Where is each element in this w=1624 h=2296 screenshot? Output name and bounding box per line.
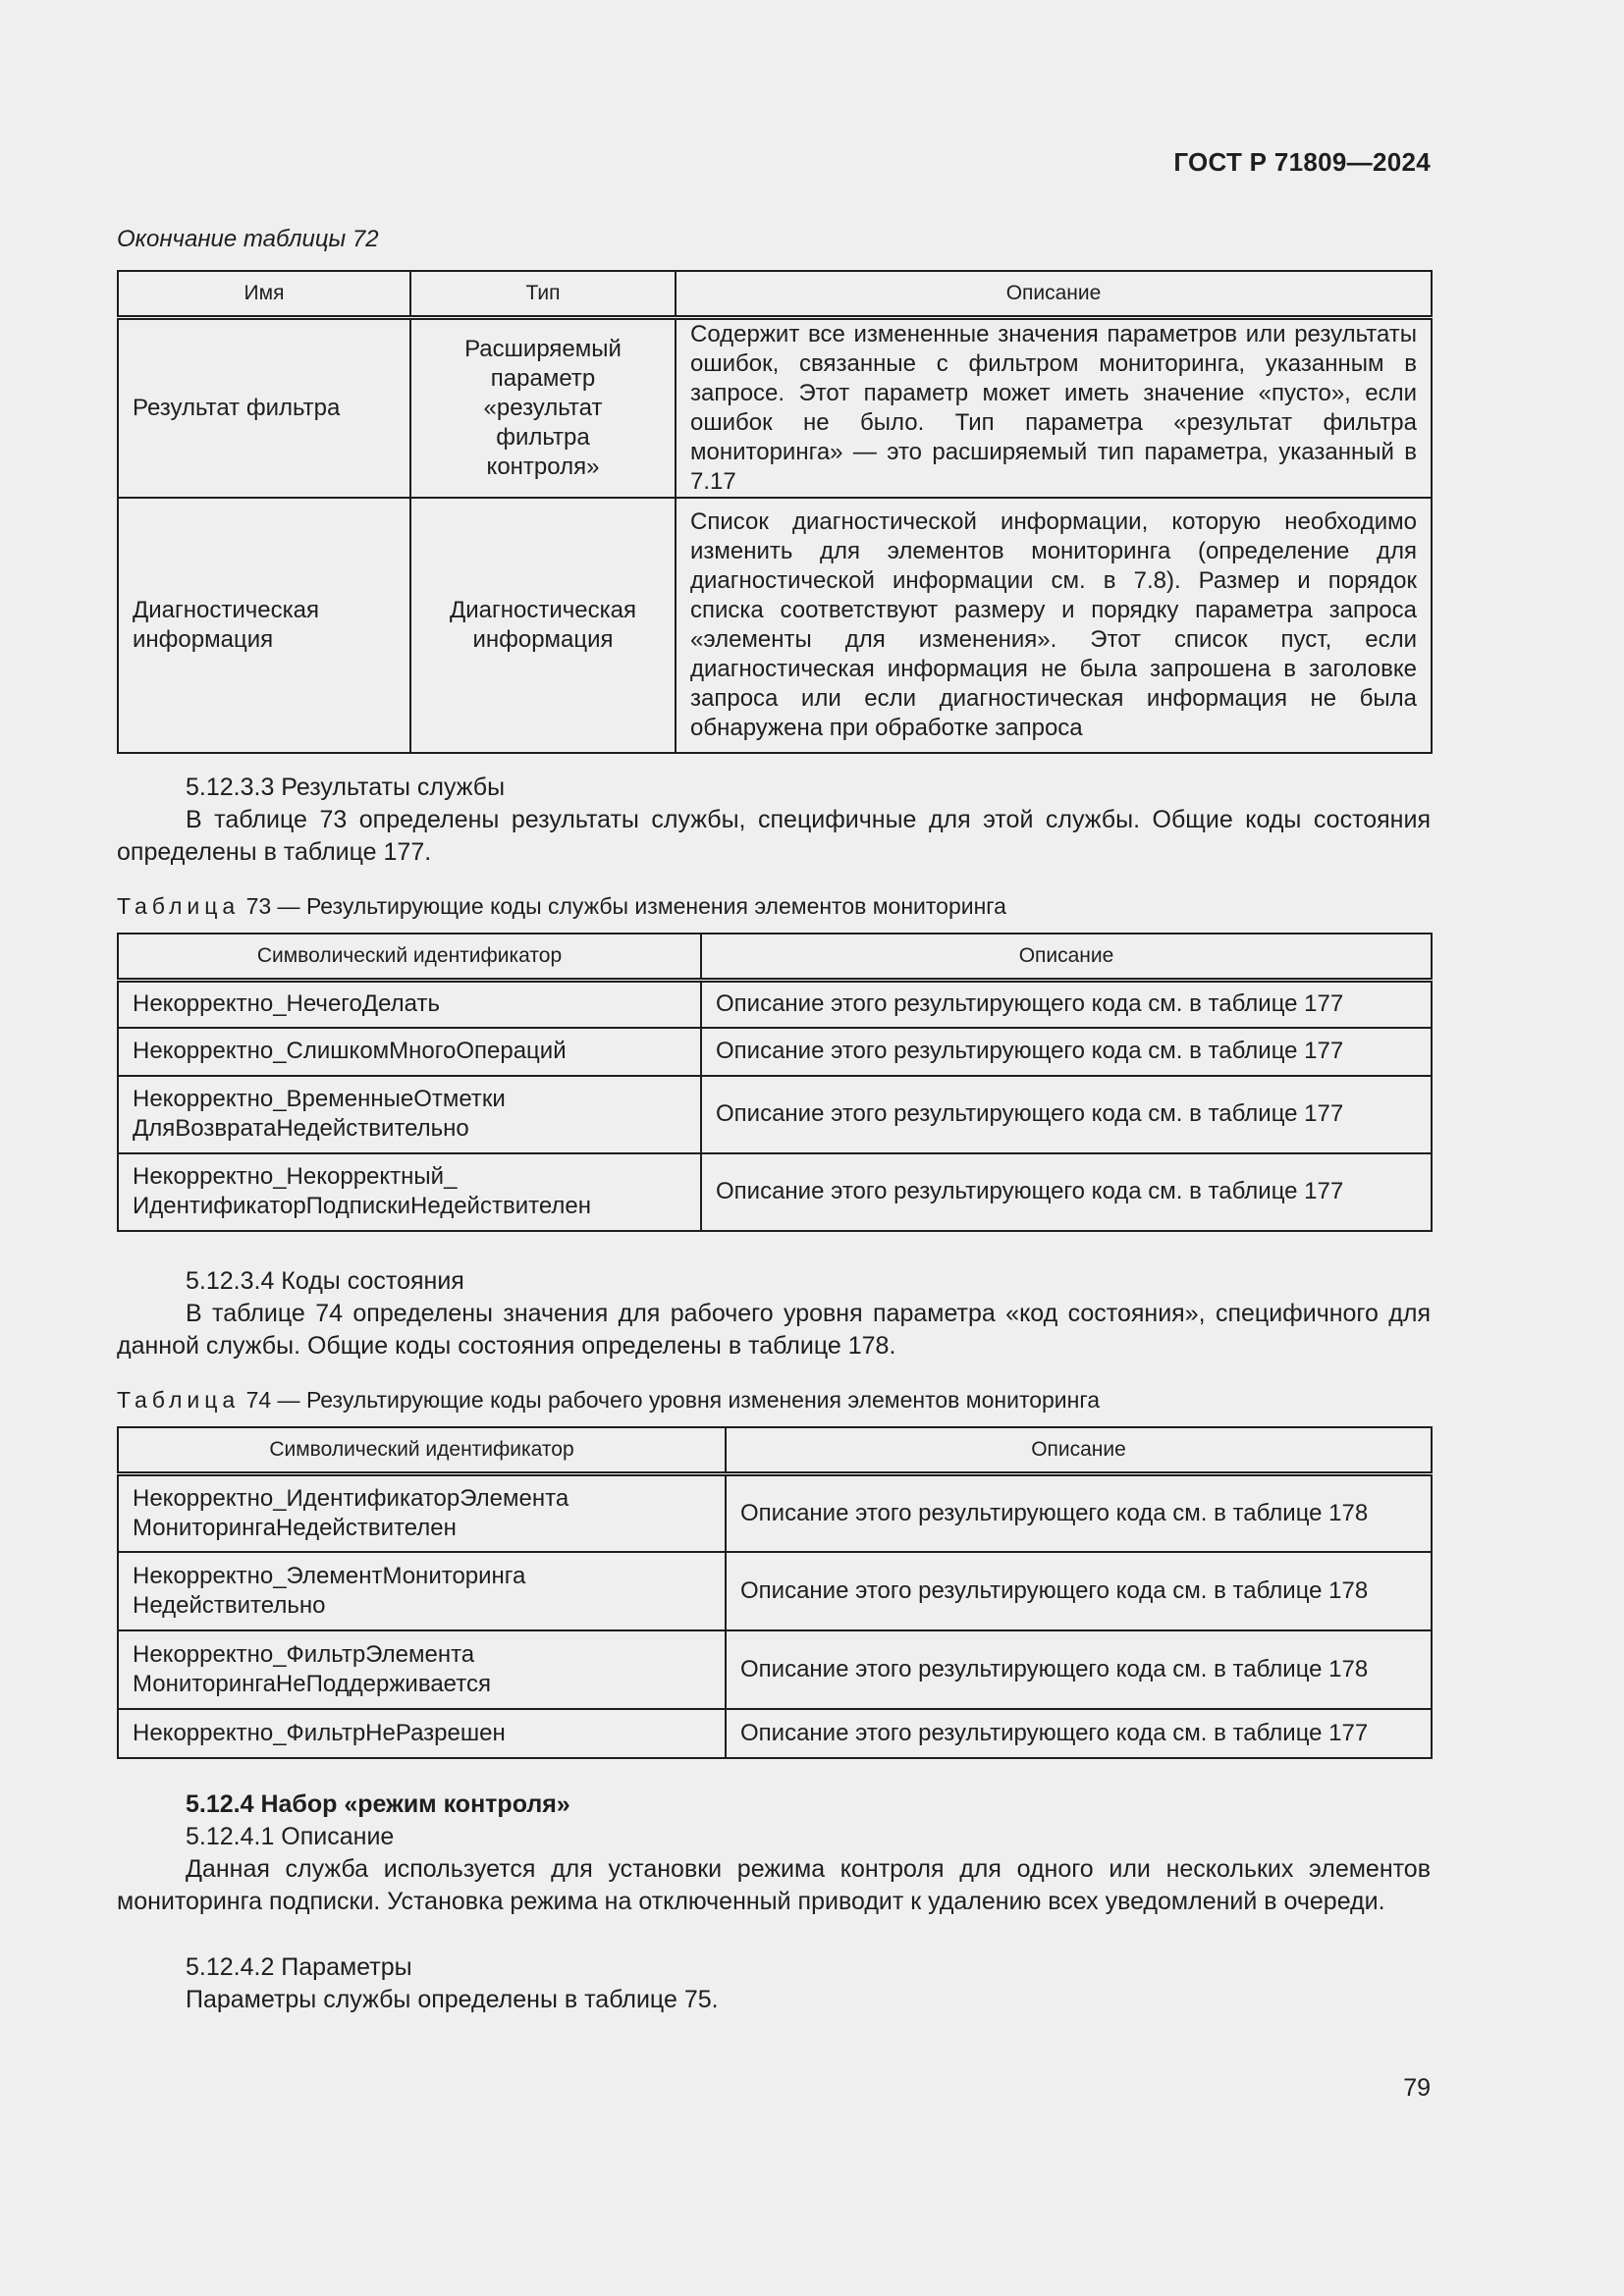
section-heading-5-12-4: 5.12.4 Набор «режим контроля» (186, 1790, 570, 1818)
cell-description: Описание этого результирующего кода см. в таблице 177 (726, 1709, 1432, 1758)
cell-description: Содержит все измененные значения параметров или результаты ошибок, связанные с фильтром мониторинга, указанным в запросе. Этот параметр может иметь значение «пусто», если ошибок не было. Тип параметра «результат фильтра мониторинга» — это расширяемый тип параметра, указанный в 7.17 (676, 318, 1432, 499)
table-row (118, 1630, 1432, 1709)
cell-line: ИдентификаторПодпискиНедействителен (133, 1193, 591, 1219)
table-73 (117, 933, 1433, 1232)
caption-text: 74 — Результирующие коды рабочего уровня изменения элементов мониторинга (245, 1387, 1101, 1413)
cell-identifier (118, 1153, 701, 1231)
table-row (118, 1709, 1432, 1758)
table-row (118, 981, 1432, 1028)
table-73-caption (117, 893, 1006, 920)
column-header-description: Описание (726, 1427, 1432, 1474)
cell-type (410, 498, 676, 753)
cell-line: Некорректно_ИдентификаторЭлемента (133, 1484, 569, 1512)
cell-name: Результат фильтра (118, 318, 410, 499)
cell-line: Некорректно_ЭлементМониторинга (133, 1562, 526, 1589)
cell-description: Описание этого результирующего кода см. в таблице 178 (726, 1474, 1432, 1552)
cell-line: Диагностическая (133, 597, 319, 623)
cell-line: параметр (490, 365, 596, 392)
table-row (118, 1028, 1432, 1076)
caption-prefix: Таблица (117, 893, 241, 919)
subsection-text-5-12-4-1: Данная служба используется для установки режима контроля для одного или нескольких элементов мониторинга подписки. Установка режима на отключенный приводит к удалению всех уведомлений в очереди. (117, 1855, 1431, 1915)
cell-line: МониторингаНеПоддерживается (133, 1670, 491, 1697)
section-text-5-12-3-4: В таблице 74 определены значения для рабочего уровня параметра «код состояния», специфичного для данной службы. Общие коды состояния определены в таблице 178. (117, 1300, 1431, 1360)
table-72-continuation-caption: Окончание таблицы 72 (117, 226, 379, 252)
cell-line: Недействительно (133, 1591, 326, 1619)
cell-line: Некорректно_ВременныеОтметки (133, 1086, 506, 1112)
document-code: ГОСТ Р 71809—2024 (1173, 147, 1431, 177)
cell-description: Описание этого результирующего кода см. в таблице 178 (726, 1630, 1432, 1709)
cell-description: Описание этого результирующего кода см. в таблице 177 (701, 1028, 1432, 1076)
cell-description: Описание этого результирующего кода см. в таблице 178 (726, 1552, 1432, 1630)
subsection-heading-5-12-4-1: 5.12.4.1 Описание (186, 1823, 395, 1850)
column-header-identifier: Символический идентификатор (118, 1427, 726, 1474)
cell-line: Расширяемый (464, 336, 622, 362)
table-72 (117, 270, 1433, 754)
cell-identifier (118, 1076, 701, 1153)
cell-line: контроля» (486, 454, 600, 480)
column-header-type: Тип (410, 271, 676, 318)
table-row (118, 1552, 1432, 1630)
column-header-description: Описание (701, 934, 1432, 981)
cell-description: Описание этого результирующего кода см. в таблице 177 (701, 1153, 1432, 1231)
page-number: 79 (1403, 2074, 1431, 2102)
table-header-row (118, 271, 1432, 318)
column-header-name: Имя (118, 271, 410, 318)
column-header-identifier: Символический идентификатор (118, 934, 701, 981)
cell-identifier (118, 1630, 726, 1709)
subsection-heading-5-12-4-2: 5.12.4.2 Параметры (186, 1953, 412, 1981)
cell-line: Некорректно_ФильтрЭлемента (133, 1640, 475, 1668)
table-row (118, 1153, 1432, 1231)
cell-line: «результат (483, 395, 603, 421)
caption-text: 73 — Результирующие коды службы изменения элементов мониторинга (245, 893, 1006, 919)
table-row (118, 318, 1432, 499)
cell-identifier (118, 1552, 726, 1630)
cell-line: информация (472, 626, 614, 653)
table-row (118, 1076, 1432, 1153)
cell-description: Список диагностической информации, которую необходимо изменить для элементов мониторинга (определение для диагностической информации см. в 7.8). Размер и порядок списка соответствуют размеру и порядку параметра запроса «элементы для изменения». Этот список пуст, если диагностическая информация не была запрошена в заголовке запроса или если диагностическая информация не была обнаружена при обработке запроса (676, 498, 1432, 753)
cell-name (118, 498, 410, 753)
cell-line: фильтра (496, 424, 590, 451)
cell-line: ДляВозвратаНедействительно (133, 1115, 469, 1142)
section-text-5-12-3-3: В таблице 73 определены результаты службы, специфичные для этой службы. Общие коды состояния определены в таблице 177. (117, 806, 1431, 866)
table-row (118, 1474, 1432, 1552)
table-74-caption (117, 1387, 1100, 1414)
table-row (118, 498, 1432, 753)
table-header-row (118, 934, 1432, 981)
cell-description: Описание этого результирующего кода см. в таблице 177 (701, 1076, 1432, 1153)
cell-identifier: Некорректно_НечегоДелать (118, 981, 701, 1028)
cell-identifier: Некорректно_ФильтрНеРазрешен (118, 1709, 726, 1758)
section-heading-5-12-3-4: 5.12.3.4 Коды состояния (186, 1267, 464, 1295)
cell-type (410, 318, 676, 499)
cell-description: Описание этого результирующего кода см. в таблице 177 (701, 981, 1432, 1028)
section-heading-5-12-3-3: 5.12.3.3 Результаты службы (186, 774, 506, 801)
subsection-text-5-12-4-2: Параметры службы определены в таблице 75. (186, 1986, 719, 2013)
cell-identifier (118, 1474, 726, 1552)
cell-line: МониторингаНедействителен (133, 1514, 457, 1541)
cell-line: информация (133, 626, 274, 653)
column-header-description: Описание (676, 271, 1432, 318)
cell-line: Диагностическая (450, 597, 636, 623)
cell-line: Некорректно_Некорректный_ (133, 1163, 458, 1190)
caption-prefix: Таблица (117, 1387, 241, 1413)
cell-identifier: Некорректно_СлишкомМногоОпераций (118, 1028, 701, 1076)
table-header-row (118, 1427, 1432, 1474)
table-74 (117, 1426, 1433, 1759)
